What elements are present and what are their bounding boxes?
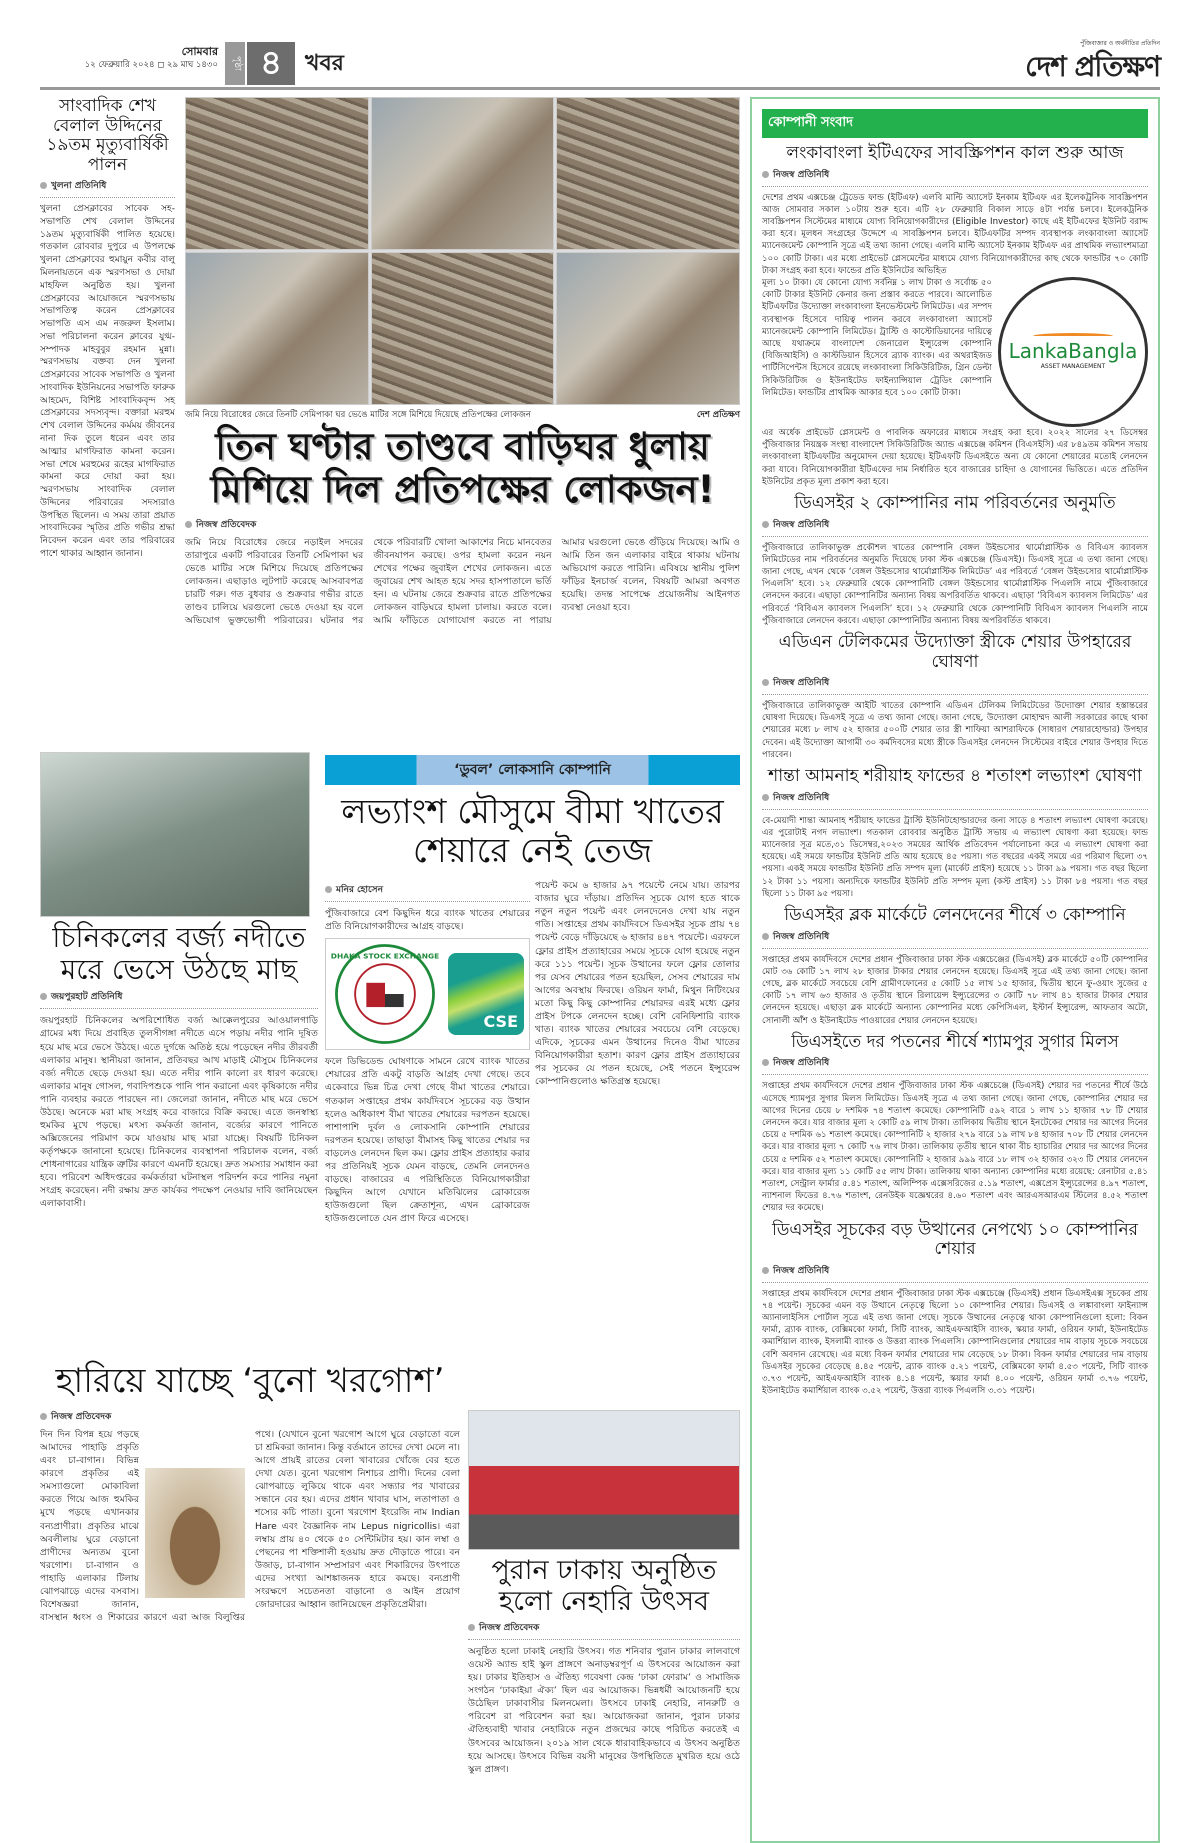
nehari-headline: পুরান ঢাকায় অনুষ্ঠিত হলো নেহারি উৎসব [491,1555,717,1618]
dse-logo [329,940,441,1048]
article-body: জমি নিয়ে বিরোধের জেরে নড়াইল সদরের তারাপুরে একটি পরিবারের তিনটি সেমিপাকা ঘর ভেঙে মাটির সঙ্গে মিশিয়ে দিয়েছে প্রতিপক্ষের লোকজন। এছাড়াও লুটপাট করেছে আসবাবপত্র চারটি গরু। গত বুধবার ও শুক্রবার গভীর রাতে তাণ্ডব চালিয়ে ঘরগুলো ভেঙে দেওয়া হয় বলে অভিযোগ ভুক্তভোগী পরিবারের। ঘটনার পর থেকে পরিবারটি খোলা আকাশের নিচে মানবেতর জীবনযাপন করছে। ওপর হামলা করেন নয়ন শেখের পক্ষের জুবাইল শেখের লোকজন। এতে জুবায়ের শেখ আহত হয়ে সদর হাসপাতালে ভর্তি হন। এ ঘটনায় জেরে শুক্রবার রাতে প্রতিপক্ষের লোকজন বাড়িঘরে হামলা চালায়। করতে বলে। আমি ফাঁড়িতে যোগাযোগ করতে না পারায় আমার ঘরগুলো ভেঙে গুঁড়িয়ে দিয়েছে। আমি ও আমি তিন জন এলাকার বাইরে থাকায় ঘটনায় অভিযোগ করতে পারিনি। এবিষয়ে স্থানীয় পুলিশ ফাঁড়ির ইনচার্জ বলেন, বিষয়টি আমরা অবগত হয়েছি। তদন্ত সাপেক্ষে প্রয়োজনীয় আইনগত ব্যবস্থা নেওয়া হবে। [185,537,740,627]
article-shanta-fund: শান্তা আমনাহ শরীয়াহ ফান্ডের ৪ শতাংশ লভ্যাংশ ঘোষণা নিজস্ব প্রতিনিধি বে-মেয়াদী শান্তা আমনাহ শরীয়াহ ফান্ডের ট্রাস্টি ইউনিটহোল্ডারদের জন্য সাড়ে ৪ শতাংশ লভ্যাংশ ঘোষণা করেছে। এর পুরোটাই নগদ লভ্যাংশ। গতকাল রোববার অনুষ্ঠিত ট্রাস্টি সভায় এ লভ্যাংশ ঘোষণা করা হয়েছে। ফান্ড ম্যানেজার সূত্র মতে,৩১ ডিসেম্বর,২০২৩ সময়ের আর্থিক প্রতিবেদন পর্যালোচনা করে এ লভ্যাংশ ঘোষণা করা হয়েছে। এই সময়ে ফান্ডটির ইউনিট প্রতি আয় হয়েছে ৪৫ পয়সা। গত বছরের একই সময়ে এর পরিমাণ ছিলো ৩৭ পয়সা। একই সময়ে ফান্ডটির ইউনিট প্রতি সম্পদ মূল্য (মার্কেট প্রাইস) হয়েছে ১১ টাকা ৯৯ পয়সা। গত বছর ছিলো ১২ টাকা ১১ পয়সা। অন্যদিকে ফান্ডটির ইউনিট প্রতি সম্পদ মূল্য (কস্ট প্রাইস) ১১ টাকা ৮৪ পয়সা। গত বছর ছিলো ১১ টাকা ৯৫ পয়সা। [762,766,1148,899]
masthead [40,40,1160,90]
exchange-logos [325,938,530,1050]
insurance-article [325,879,530,1225]
page-label: পৃষ্ঠা [225,42,245,85]
cse-logo: CSE [448,953,524,1035]
article-body-right: পয়েন্ট কমে ৬ হাজার ৯৭ পয়েন্টে নেমে যায়। তারপর বাজার ঘুরে দাঁড়ায়। প্রতিদিন সূচকে যোগ হতে থাকে নতুন নতুন পয়েন্ট এবং লেনদেনেও দেখা যায় নতুন গতি। সপ্তাহের প্রথম কার্যদিবসে ডিএসইর সূচক প্রায় ৭৪ পয়েন্ট বেড়ে দাঁড়িয়েছে ৬ হাজার ৪৪৭ পয়েন্টে। এরফলে ফ্লোর প্রাইস প্রত্যাহারের সময়ে সূচকে যোগ হয়েছে নতুন করে ১১১ পয়েন্ট। সূচক উত্থানের ফলে ফ্লোর তোলার পর যেসব শেয়ারের পতন হয়েছিল, সেসব শেয়ারের দাম আগের অবস্থায় ফিরছে। ওরিয়ন ফার্মা, মিথুন নিটিংয়ের মতো কিছু কিছু কোম্পানির শেয়ারদর এরই মধ্যে ফ্লোর প্রাইস টপকে লেনদেন হচ্ছে। বেশি বেনিফিশারি ব্যাংক খাত। ব্যাংক খাতের শেয়ারের সবচেয়ে বেশি বেড়েছে। এদিকে, সূচকের এমন উত্থানের দিনেও বীমা খাতের বিনিয়োগকারীরা হতাশ। কারণ ফ্লোর প্রাইস প্রত্যাহারের পর সূচকের যে পতন হয়েছে, সেই পতনে ইন্স্যুরেন্স কোম্পানিগুলোও ক্ষতিগ্রস্ত হয়েছে। [535,880,740,1088]
page-number: ৪ [247,42,295,85]
section-banner [325,755,740,785]
rabbit-headline: হারিয়ে যাচ্ছে ‘বুনো খরগোশ’ [55,1361,445,1401]
fish-photo [40,752,310,917]
article-body-left: পুঁজিবাজারে বেশ কিছুদিন ধরে ব্যাংক খাতের শেয়ারের প্রতি বিনিয়োগকারীদের আগ্রহ বাড়ছে। [325,908,530,933]
paper-logo: দেশ প্রতিক্ষণ [1025,50,1160,83]
masthead-date: ১২ ফেব্রুয়ারি ২০২৪ ◻ ২৯ মাঘ ১৪৩০ [84,60,218,70]
article-body: জয়পুরহাট চিনিকলের অপরিশোধিত বর্জ্য আক্কেলপুরের আওয়ালগাড়ি গ্রামের মধ্য দিয়ে প্রবাহিত তুলসীগঙ্গা নদীতে এসে পড়ায় নদীর পানি দূষিত হয়ে মাছ মরে ভেসে উঠছে। এতে দুর্গন্ধে অতিষ্ঠ হয়ে পড়েছেন নদীর তীরবর্তী এলাকার মানুষ। স্থানীয়রা জানান, প্রতিবছর আখ মাড়াই মৌসুমে চিনিকলের বর্জ্য নদীতে ছেড়ে দেওয়া হয়। এতে নদীর পানি কালো রং ধারণ করেছে। এলাকার মানুষ গোসল, গবাদিপশুকে পানি পান করানো এবং কৃষিকাজে নদীর পানি ব্যবহার করতে পারছেন না। জেলেরা জানান, নদীতে মাছ মরে ভেসে উঠছে। অনেকে মরা মাছ সংগ্রহ করে বাজারে বিক্রি করছে। এতে জনস্বাস্থ্য হুমকির মুখে পড়ছে। মৎস্য কর্মকর্তা জানান, বর্জ্যের কারণে পানিতে অক্সিজেনের পরিমাণ কমে যাওয়ায় মাছ মারা যাচ্ছে। বিষয়টি চিনিকল কর্তৃপক্ষকে জানানো হয়েছে। চিনিকলের ব্যবস্থাপনা পরিচালক বলেন, বর্জ্য শোধনাগারের যান্ত্রিক ত্রুটির কারণে এমনটি হয়েছে। দ্রুত সমস্যার সমাধান করা হবে। পরিবেশ অধিদপ্তরের কর্মকর্তারা ঘটনাস্থল পরিদর্শন করে পানির নমুনা সংগ্রহ করেছেন। নদী রক্ষায় দ্রুত কার্যকর পদক্ষেপ নেওয়ার দাবি জানিয়েছেন এলাকাবাসী। [40,1015,318,1210]
article-sheikh-belal [40,97,175,561]
main-photo [185,97,740,405]
company-news-panel [750,97,1160,1843]
nehari-photo [468,1410,740,1550]
headline: সাংবাদিক শেখ বেলাল উদ্দিনের ১৯তম মৃত্যুবার্ষিকী পালন [46,96,169,175]
article-fish [40,922,318,1210]
lankabangla-logo: LankaBangla ASSET MANAGEMENT [998,277,1148,427]
main-article [185,517,740,627]
article-body-left-2: ফলে ডিভিডেন্ড ঘোষণাকে সামনে রেখে ব্যাংক খাতের শেয়ারের প্রতি একটু বাড়তি আগ্রহ দেখা গেছে। তবে একেবারে ভিন্ন চিত্র দেখা গেছে বীমা খাতের শেয়ারে। গতকাল সপ্তাহের প্রথম কার্যদিবসে সূচকের বড় উত্থান হলেও অধিকাংশ বীমা খাতের শেয়ারের দরপতন হয়েছে। পাশাপাশি দুর্বল ও লোকসানি কোম্পানি শেয়ারের দরপতন হয়েছে। তাছাড়া বীমাসহ কিছু খাতের শেয়ার দর বাড়লেও লেনদেন ছিল কম। ফ্লোর প্রাইস প্রত্যাহার করার পর প্রতিনিয়ই সূচক যেমন বাড়ছে, তেমনি লেনদেনও বাড়ছে। বাজারের এ পরিস্থিতিতে বিনিয়োগকারীরা কিছুদিন আগে যেখানে মতিঝিলের ব্রোকারেজ হাউজগুলো ছিল ক্রেতাশূন্য, এখন ব্রোকারেজ হাউজগুলোতে যেন প্রাণ ফিরে এসেছে। [325,1056,530,1225]
insurance-story-block [325,755,740,1225]
article-nehari [468,1410,740,1776]
dse-logo-text: DHAKA STOCK EXCHANGE [330,951,440,961]
byline: জয়পুরহাট প্রতিনিধি [40,989,318,1004]
byline: মনির হোসেন [325,882,530,897]
section-name: খবর [305,51,344,76]
article-body: অনুষ্ঠিত হলো ঢাকাই নেহারি উৎসব। গত শনিবার পুরান ঢাকার লালবাগে ওয়েস্ট অ্যান্ড হাই স্কুল প্রাঙ্গণে অনাড়ম্বরপূর্ণ এ উৎসবের আয়োজন করা হয়। ঢাকার ইতিহাস ও ঐতিহ্য গবেষণা কেন্দ্র ‘ঢাকা ফোরাম’ ও সামাজিক সংগঠন ‘ঢাকাইয়া ঐক্য’ ছিল এর আয়োজক। ভিন্নধর্মী আয়োজনটি হয়ে উঠেছিল ঢাকাবাসীর মিলনমেলা। উৎসবে ঢাকাই নেহারি, নানরুটি ও পরিবেশ রা পরিবেশন করা হয়। আয়োজকরা জানান, পুরান ঢাকার ঐতিহ্যবাহী খাবার নেহারিকে নতুন প্রজন্মের কাছে পরিচিত করতেই এ উৎসবের আয়োজন। ২০১৯ সাল থেকে ধারাবাহিকভাবে এ উৎসব অনুষ্ঠিত হয়ে আসছে। উৎসবে বিভিন্ন বয়সী মানুষের উপস্থিতিতে মুখরিত হয়ে ওঠে স্কুল প্রাঙ্গণ। [468,1646,740,1775]
photo-caption: জমি নিয়ে বিরোধের জেরে তিনটি সেমিপাকা ঘর ভেঙে মাটির সঙ্গে মিশিয়ে দিয়েছে প্রতিপক্ষের লোকজন দেশ প্রতিক্ষণ [185,410,740,420]
rabbit-photo [145,1468,245,1598]
article-block-market: ডিএসইর ব্লক মার্কেটে লেনদেনের শীর্ষে ৩ কোম্পানি নিজস্ব প্রতিনিধি সপ্তাহের প্রথম কার্যদিবসে দেশের প্রধান পুঁজিবাজার ঢাকা স্টক এক্সচেঞ্জের (ডিএসই) ব্লক মার্কেটে ৫০টি কোম্পানির মোট ৩৬ কোটি ১৭ লাখ ২৮ হাজার টাকার শেয়ার লেনদেন হয়েছে। ডিএসই সূত্রে এই তথ্য জানা গেছে। জানা গেছে, ব্লক মার্কেটে সবচেয়ে বেশি গ্রামীণফোনের ৫ কোটি ১৫ লাখ ১৫ হাজার, দ্বিতীয় স্থানে ফু-ওয়াং সুজের ৫ কোটি ১৭ লাখ ৬৩ হাজার ও তৃতীয় স্থানে রিলায়েন্স ইন্স্যুরেন্সের ৩ কোটি ৭৮ লাখ ৪১ হাজার টাকার শেয়ার লেনদেন হয়েছে। এছাড়া ব্লক মার্কেটে অন্যান্য কোম্পানির মধ্যে কেপিসিএল, ইস্টার্ন ইন্স্যুরেন্স, আফতাব অটো, সোনালী আঁশ ও ইউনাইটেড পাওয়ারের শেয়ার লেনদেন হয়েছে। [762,905,1148,1026]
byline: নিজস্ব প্রতিবেদক [185,517,740,532]
article-price-fall: ডিএসইতে দর পতনের শীর্ষে শ্যামপুর সুগার মিলস নিজস্ব প্রতিনিধি সপ্তাহের প্রথম কার্যদিবসে দেশের প্রধান পুঁজিবাজার ঢাকা স্টক এক্সচেঞ্জে (ডিএসই) শেয়ার দর পতনের শীর্ষে উঠে এসেছে শ্যামপুর সুগার মিলস লিমিটেড। ডিএসই সূত্রে এ তথ্য জানা গেছে। জানা গেছে, কোম্পানির শেয়ার দর আগের দিনের চেয়ে ৮ দশমিক ৭৪ শতাংশ কমেছে। কোম্পানিটি ৫৯২ বারে ১ লাখ ১১ হাজার ৭৮ টি শেয়ার লেনদেন করে। যার বাজার মূল্য ২ কোটি ৫৯ লাখ টাকা। তালিকায় দ্বিতীয় স্থানে ইনটেকের শেয়ার দর আগের দিনের চেয়ে ৫ দশমিক ৬১ শতাংশ কমেছে। কোম্পানিটি ২ হাজার ২৭৯ বারে ১৯ লাখ ৮৪ হাজার ৭০৮ টি শেয়ার লেনদেন করে। যার বাজার মূল্য ৭ কোটি ৭৬ লাখ টাকা। তালিকায় তৃতীয় স্থানে থাকা বীচ হ্যাচারির শেয়ার দর আগের দিনের চেয়ে ৫ দশমিক ৫২ শতাংশ কমেছে। কোম্পানিটি ২ হাজার ৯৯৯ বারে ১৮ লাখ ৩২ হাজার ৩২৩ টি শেয়ার লেনদেন করে। যার বাজার মূল্য ১১ কোটি ৫৫ লাখ টাকা। তালিকায় থাকা অন্যান্য কোম্পানির মধ্যে রয়েছে: রেনাটার ৫.৪১ শতাংশ, সেন্ট্রাল ফার্মার ৫.৪১ শতাংশ, অলিম্পিক এক্সেসরিজের ৫.১৯ শতাংশ, এক্সপ্রেস ইন্স্যুরেন্সের ৪.৯৭ শতাংশ, ন্যাশনাল ফিডের ৪.৭৬ শতাংশ, রেনউইক যজ্ঞেশ্বরের ৪.৬০ শতাংশ এবং আরএসআরএম স্টিলের ৪.৫২ শতাংশ শেয়ার দর কমেছে। [762,1031,1148,1214]
article-rabbit [40,1362,460,1624]
banner-label: ‘ডুবল’ লোকসানি কোম্পানি [454,762,611,778]
headline: লংকাবাংলা ইটিএফের সাবস্ক্রিপশন কাল শুরু আজ [786,143,1124,163]
paper-tagline: পুঁজিবাজার ও অর্থনীতির প্রতিদিন [1080,40,1160,47]
insurance-headline: লভ্যাংশ মৌসুমে বীমা খাতের শেয়ারে নেই তেজ [341,792,724,872]
byline: নিজস্ব প্রতিবেদক [40,1409,460,1424]
byline: খুলনা প্রতিনিধি [40,178,175,193]
byline: নিজস্ব প্রতিবেদক [468,1620,740,1635]
article-name-change: ডিএসইর ২ কোম্পানির নাম পরিবর্তনের অনুমতি নিজস্ব প্রতিনিধি পুঁজিবাজারে তালিকাভুক্ত প্রকৌশল খাতের কোম্পানি বেঙ্গল উইন্ডসোর থার্মোপ্লাস্টিক ও বিবিএস ক্যাবলস লিমিটেডের নাম পরিবর্তনের অনুমতি দিয়েছে ঢাকা স্টক এক্সচেঞ্জ (ডিএসই)। ডিএসই সূত্রে এ তথ্য জানা গেছে। জানা গেছে, এখন থেকে ‘বেঙ্গল উইন্ডসোর থার্মোপ্লাস্টিক লিমিটেড’ এর পরিবর্তে ‘বেঙ্গল উইন্ডসোর থার্মোপ্লাস্টিক পিএলসি’ হবে। ১২ ফেব্রুয়ারি থেকে কোম্পানিটি বেঙ্গল উইন্ডসোর থার্মোপ্লাস্টিক পিএলসি নামে পুঁজিবাজারে লেনদেন করবে। এছাড়া কোম্পানিটির অন্যান্য বিষয় অপরিবর্তিত থাকবে। এছাড়া ‘বিবিএস ক্যাবলস লিমিটেড’ এর পরিবর্তে ‘বিবিএস ক্যাবলস পিএলসি’ হবে। ১২ ফেব্রুয়ারি থেকে কোম্পানিটি বিবিএস ক্যাবলস পিএলসি নামে পুঁজিবাজারে লেনদেন করবে। এছাড়া কোম্পানিটির অন্যান্য বিষয় অপরিবর্তিত থাকবে। [762,492,1148,626]
article-index-rise: ডিএসইর সূচকের বড় উত্থানের নেপথ্যে ১০ কোম্পানির শেয়ার নিজস্ব প্রতিনিধি সপ্তাহের প্রথম কার্যদিবসে দেশের প্রধান পুঁজিবাজার ঢাকা স্টক এক্সচেঞ্জে (ডিএসই) প্রধান ডিএসইএক্স সূচকের প্রায় ৭৪ পয়েন্ট। সূচকের এমন বড় উত্থানে নেতৃত্বে ছিলো ১০ কোম্পানির শেয়ার। ডিএসই ও লঙ্কাবাংলা ফাইন্যান্স অ্যানালাইসিস পোর্টাল সূত্রে এই তথ্য জানা গেছে। সূচকে উত্থানের নেতৃত্বে থাকা কোম্পানিগুলো হলো: বিকন ফার্মা, ব্র্যাক ব্যাংক, বেক্সিমকো ফার্মা, সিটি ব্যাংক, আইএফআইসি ব্যাংক, স্কয়ার ফার্মা, ওরিয়ন ফার্মা, ইউনাইটেড কমার্শিয়াল ব্যাংক, ইসলামী ব্যাংক ও উত্তরা ব্যাংক পিএলসি। কোম্পানিগুলোর শেয়ারের দাম বাড়ায় সূচকে সবচেয়ে বেশি অবদান রেখেছে। এর মধ্যে বিকন ফার্মার শেয়ারের দাম বেড়েছে ১৮ টাকা। বিকন ফার্মার শেয়ারের দাম বাড়ায় ডিএসইর সূচকের বেড়েছে ৪.৪৫ পয়েন্ট, ব্র্যাক ব্যাংক ৫.২১ পয়েন্ট, বেক্সিমকো ফার্মা ৪.৫৩ পয়েন্ট, সিটি ব্যাংক ৩.৭৩ পয়েন্ট, আইএফআইসি ব্যাংক ৪.১৪ পয়েন্ট, স্কয়ার ফার্মা ৪.০০ পয়েন্ট, ওরিয়ন ফার্মা ৩.৭৬ পয়েন্ট, ইউনাইটেড কমার্শিয়াল ব্যাংক ৩.৫২ পয়েন্ট, উত্তরা ব্যাংক পিএলসি ৩.৩১ পয়েন্ট। [762,1219,1148,1397]
article-body: খুলনা প্রেসক্লাবের সাবেক সহ-সভাপতি শেখ বেলাল উদ্দিনের ১৯তম মৃত্যুবার্ষিকী পালিত হয়েছে। গতকাল রোববার দুপুরে এ উপলক্ষে খুলনা প্রেসক্লাবের হুমায়ুন কবীর বালু মিলনায়তনে এক স্মরণসভা ও দোয়া মাহফিল অনুষ্ঠিত হয়। খুলনা প্রেসক্লাবের আয়োজনে স্মরণসভায় সভাপতিত্ব করেন প্রেসক্লাবের সভাপতি এস এম নজরুল ইসলাম। সভা পরিচালনা করেন ক্লাবের যুগ্ম-সম্পাদক মাহবুবুর রহমান মুন্না। স্মরণসভায় বক্তব্য দেন খুলনা প্রেসক্লাবের সাবেক সভাপতি ও খুলনা সাংবাদিক ইউনিয়নের সভাপতি ফারুক আহমেদ, বিশিষ্ট সাংবাদিকবৃন্দ সহ প্রেসক্লাবের সদস্যবৃন্দ। বক্তারা মরহুম শেখ বেলাল উদ্দিনের কর্মময় জীবনের নানা দিক তুলে ধরেন এবং তার আত্মার মাগফিরাত কামনা করেন। সভা শেষে মরহুমের রূহের মাগফিরাত কামনা করে দোয়া করা হয়। স্মরণসভায় সাংবাদিক বেলাল উদ্দিনের পরিবারের সদস্যরাও উপস্থিত ছিলেন। এ সময় তারা প্রয়াত সাংবাদিকের স্মৃতির প্রতি গভীর শ্রদ্ধা নিবেদন করেন এবং তার পরিবারের পাশে থাকার আহ্বান জানান। [40,204,175,559]
main-story-block [185,408,740,628]
headline: চিনিকলের বর্জ্য নদীতে মরে ভেসে উঠছে মাছ [52,921,306,987]
article-adn-telecom: এডিএন টেলিকমের উদ্যোক্তা স্ত্রীকে শেয়ার উপহারের ঘোষণা নিজস্ব প্রতিনিধি পুঁজিবাজারে তালিকাভুক্ত আইটি খাতের কোম্পানি এডিএন টেলিকম লিমিটেডের উদ্যোক্তা শেয়ার হস্তান্তরের ঘোষণা দিয়েছে। ডিএসই সূত্রে এ তথ্য জানা গেছে। জানা গেছে, উদ্যোক্তা মোহাম্মদ আলী সরকারের কাছে থাকা শেয়ারের মধ্যে ৮ লাখ ৫২ হাজার ৫০০টি শেয়ার তার স্ত্রী শাফিয়া আশরাফিকে (সাধারণ শেয়ারহোল্ডার) উপহার দেবেন। এই উদ্যোক্তা আগামী ৩০ কর্মদিবসের মধ্যে স্ত্রীকে ডিএসইর লেনদেন সিস্টেমের বাইরে শেয়ার উপহার দিতে পারবেন। [762,631,1148,760]
article-body: দিন দিন বিপন্ন হয়ে পড়ছে আমাদের পাহাড়ি প্রকৃতি এবং চা-বাগান। বিভিন্ন কারণে প্রকৃতির এই সমস্যাগুলো মোকাবিলা করতে গিয়ে আজ হুমকির মুখে পড়ছে এখানকার বন্যপ্রাণীরা। প্রকৃতির মাঝে অবলীলায় ঘুরে বেড়ানো প্রাণীদের অন্যতম বুনো খরগোশ। চা-বাগান ও পাহাড়ি এলাকার টিলায় ঝোপঝাড়ে এদের বসবাস। বিশেষজ্ঞরা জানান, বাসস্থান ধ্বংস ও শিকারের কারণে এরা আজ বিলুপ্তির পথে। (যেখানে বুনো খরগোশ আগে ঘুরে বেড়াতো বলে চা শ্রমিকরা জানান। কিন্তু বর্তমানে তাদের দেখা মেলে না। আগে প্রায়ই রাতের বেলা খাবারের খোঁজে বের হতে দেখা যেত। বুনো খরগোশ নিশাচর প্রাণী। দিনের বেলা ঝোপঝাড়ে লুকিয়ে থাকে এবং সন্ধ্যার পর খাবারের সন্ধানে বের হয়। এদের প্রধান খাবার ঘাস, লতাপাতা ও শস্যের কচি পাতা। বুনো খরগোশ ইংরেজি নাম Indian Hare এবং বৈজ্ঞানিক নাম Lepus nigricollis। এরা লম্বায় প্রায় ৪০ থেকে ৫০ সেন্টিমিটার হয়। কান লম্বা ও পেছনের পা শক্তিশালী হওয়ায় দ্রুত দৌড়াতে পারে। বন উজাড়, চা-বাগান সম্প্রসারণ এবং শিকারিদের উৎপাতে এদের সংখ্যা আশঙ্কাজনক হারে কমছে। বন্যপ্রাণী সংরক্ষণে সচেতনতা বাড়ানো ও আইন প্রয়োগ জোরদারের আহ্বান জানিয়েছেন প্রকৃতিপ্রেমীরা। [40,1429,460,1623]
main-headline: তিন ঘণ্টার তাণ্ডবে বাড়িঘর ধুলায় মিশিয়ে দিল প্রতিপক্ষের লোকজন! [210,425,715,511]
photo-credit: দেশ প্রতিক্ষণ [696,410,740,420]
article-lankabangla: লংকাবাংলা ইটিএফের সাবস্ক্রিপশন কাল শুরু আজ নিজস্ব প্রতিনিধি দেশের প্রথম এক্সচেঞ্জ ট্রেডেড ফান্ড (ইটিএফ) এলবি মাল্টি অ্যাসেট ইনকাম ইটিএফ এর ইলেকট্রনিক সাবস্ক্রিপশন আজ সোমবার সকাল ১০টায় শুরু হবে। এটি ২৮ ফেব্রুয়ারি বিকাল সাড়ে ৪টা পর্যন্ত চলবে। ইলেকট্রনিক সাবস্ক্রিপশন সিস্টেমের মাধ্যমে যোগ্য বিনিয়োগকারীদের (Eligible Investor) কাছে এই ইটিএফের ইউনিট বরাদ্দ করা হবে। মূলধন সংগ্রহের উদ্দেশে এ সাবস্ক্রিপশন চলবে। ইটিএফটির সম্পদ ব্যবস্থাপক লংকাবাংলা অ্যাসেট ম্যানেজমেন্ট কোম্পানি সূত্রে এই তথ্য জানা গেছে। এলবি মাল্টি অ্যাসেট ইনকাম ইটিএফ এর প্রাথমিক লভ্যাংশমাত্রা ১০০ কোটি টাকা। এর মধ্যে প্রাইভেট প্লেসমেন্টের মাধ্যমে যোগ্য বিনিয়োগকারীদের কাছ থেকে ফান্ডটির ৭০ কোটি টাকা সংগ্রহ করা হবে। ফান্ডের প্রতি ইউনিটের অভিহিত মূল্য ১০ টাকা। যে কোনো যোগ্য সর্বনিম্ন ১ লাখ টাকা ও সর্বোচ্চ ৫০ কোটি টাকার ইউনিট কেনার জন্য প্রস্তাব করতে পারবে। আলোচিত ইটিএফটির উদ্যোক্তা লংকাবাংলা ইনভেস্টমেন্ট লিমিটেড। এর সম্পদ ব্যবস্থাপক হিসেবে দায়িত্ব পালন করবে লংকাবাংলা অ্যাসেট ম্যানেজমেন্ট কোম্পানি লিমিটেড। ট্রাস্টি ও কাস্টোডিয়ানের দায়িত্বে আছে যথাক্রমে বাংলাদেশ জেনারেল ইন্স্যুরেন্স কোম্পানি (বিজিআইসি) ও কাস্টডিয়ান হিসেবে ব্র্যাক ব্যাংক। এর অথরাইজড পার্টিসিপেন্টস হিসেবে রয়েছে লংকাবাংলা সিকিউরিটিজ, গ্রিন ডেল্টা সিকিউরিটিজ ও ইউনাইটেড ফাইন্যান্সিয়াল ট্রেডিং কোম্পানি লিমিটেড। ফান্ডটির প্রাথমিক আকার হবে ১০০ কোটি টাকা। LankaBangla ASSET MANAGEMENT এর অর্ধেক প্রাইভেট প্লেসমেন্ট ও পাবলিক অফারের মাধ্যমে সংগ্রহ করা হবে। ২০২২ সালের ২৭ ডিসেম্বর পুঁজিবাজার নিয়ন্ত্রক সংস্থা বাংলাদেশ সিকিউরিটিজ অ্যান্ড এক্সচেঞ্জ কমিশন (বিএসইসি) এর ৮৪৯তম কমিশন সভায় লংকাবাংলা ইটিএফটির অনুমোদন দেয়া হয়েছে। ইটিএফটি ডিএসইতে অন্য যে কোনো শেয়ারের মতোই লেনদেন করা যাবে। বিনিয়োগকারীরা ইটিএফের দাম নির্ধারিত হবে বাজারের চাহিদা ও যোগানের ভিত্তিতে। এতে প্রতিদিন ইউনিটের প্রকৃত মূল্য প্রকাশ করা হবে। [762,143,1148,487]
section-title: কোম্পানী সংবাদ [762,109,1148,138]
masthead-day: সোমবার [181,45,218,58]
